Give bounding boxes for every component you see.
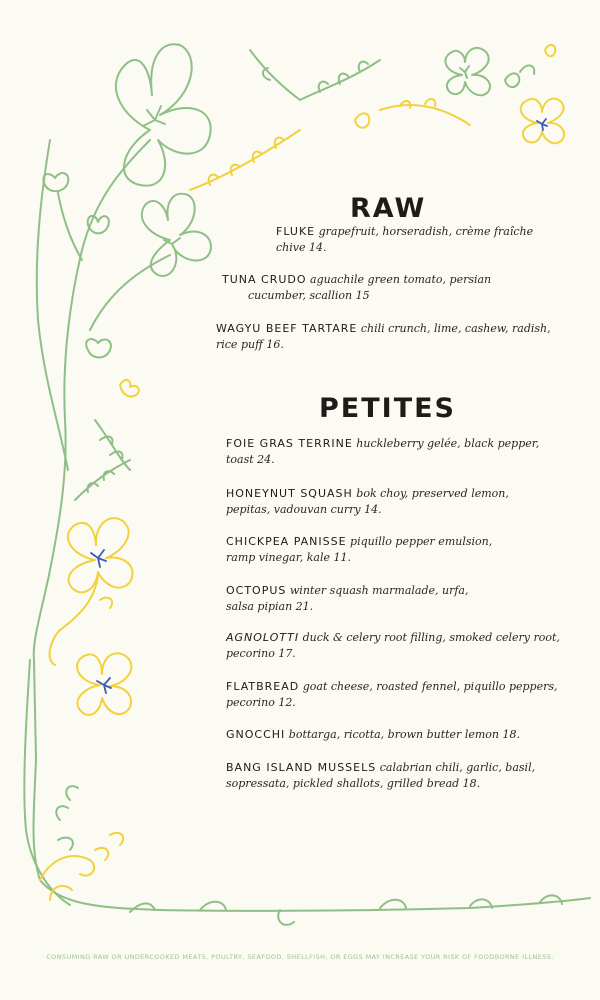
menu-item	[226, 760, 586, 792]
item-description-cont: ramp vinegar, kale 11.	[226, 551, 351, 564]
item-name: OCTOPUS	[226, 584, 287, 597]
menu-item	[226, 630, 586, 662]
item-name: TUNA CRUDO	[222, 273, 307, 286]
section-title-petites: PETITES	[319, 393, 457, 424]
item-name: HONEYNUT SQUASH	[226, 487, 353, 500]
bud-icon	[120, 380, 139, 397]
menu-item	[226, 727, 586, 743]
item-name: BANG ISLAND MUSSELS	[226, 761, 377, 774]
item-description: duck & celery root filling, smoked celery root,	[302, 631, 560, 644]
item-description-cont: cucumber, scallion 15	[248, 289, 370, 302]
item-name: AGNOLOTTI	[226, 631, 300, 644]
item-description: grapefruit, horseradish, crème fraîche	[318, 225, 534, 238]
item-description-cont: pecorino 12.	[226, 696, 296, 709]
item-description: aguachile green tomato, persian	[310, 273, 492, 286]
item-description: chili crunch, lime, cashew, radish,	[360, 322, 551, 335]
bud-icon	[86, 339, 111, 357]
item-name: FLATBREAD	[226, 680, 300, 693]
menu-item	[226, 486, 576, 518]
item-description: winter squash marmalade, urfa,	[289, 584, 469, 597]
item-description: bok choy, preserved lemon,	[356, 487, 509, 500]
item-description-cont: salsa pipian 21.	[226, 600, 314, 613]
item-description-cont: toast 24.	[226, 453, 275, 466]
item-description: piquillo pepper emulsion,	[350, 535, 493, 548]
menu-item	[276, 224, 566, 256]
item-description: bottarga, ricotta, brown butter lemon 18.	[288, 728, 520, 741]
item-description: goat cheese, roasted fennel, piquillo peppers,	[302, 680, 558, 693]
item-name: CHICKPEA PANISSE	[226, 535, 347, 548]
item-description: calabrian chili, garlic, basil,	[379, 761, 536, 774]
item-name: GNOCCHI	[226, 728, 286, 741]
item-name: FLUKE	[276, 225, 316, 238]
flower-icon	[116, 44, 211, 185]
item-description-cont: pepitas, vadouvan curry 14.	[226, 503, 382, 516]
vine-icon	[190, 130, 300, 190]
item-name: FOIE GRAS TERRINE	[226, 437, 353, 450]
item-description-cont: pecorino 17.	[226, 647, 296, 660]
vine-icon	[300, 60, 380, 100]
bud-icon	[43, 173, 68, 191]
flower-icon	[521, 99, 564, 144]
item-description-cont: rice puff 16.	[216, 338, 284, 351]
item-description: huckleberry gelée, black pepper,	[356, 437, 540, 450]
menu-item	[226, 583, 576, 615]
menu-item	[216, 321, 576, 353]
food-safety-disclaimer: CONSUMING RAW OR UNDERCOOKED MEATS, POULTRY, SEAFOOD, SHELLFISH, OR EGGS MAY INCREASE YOUR RISK OF FOODBORNE ILLNESS.	[46, 953, 554, 961]
menu-item	[226, 534, 576, 566]
menu-item	[222, 272, 562, 304]
section-title-raw: RAW	[350, 193, 427, 224]
menu-item	[226, 679, 586, 711]
item-name: WAGYU BEEF TARTARE	[216, 322, 358, 335]
flower-icon	[445, 48, 490, 95]
item-description-cont: sopressata, pickled shallots, grilled bread 18.	[226, 777, 481, 790]
item-description-cont: chive 14.	[276, 241, 327, 254]
menu-item	[226, 436, 576, 468]
